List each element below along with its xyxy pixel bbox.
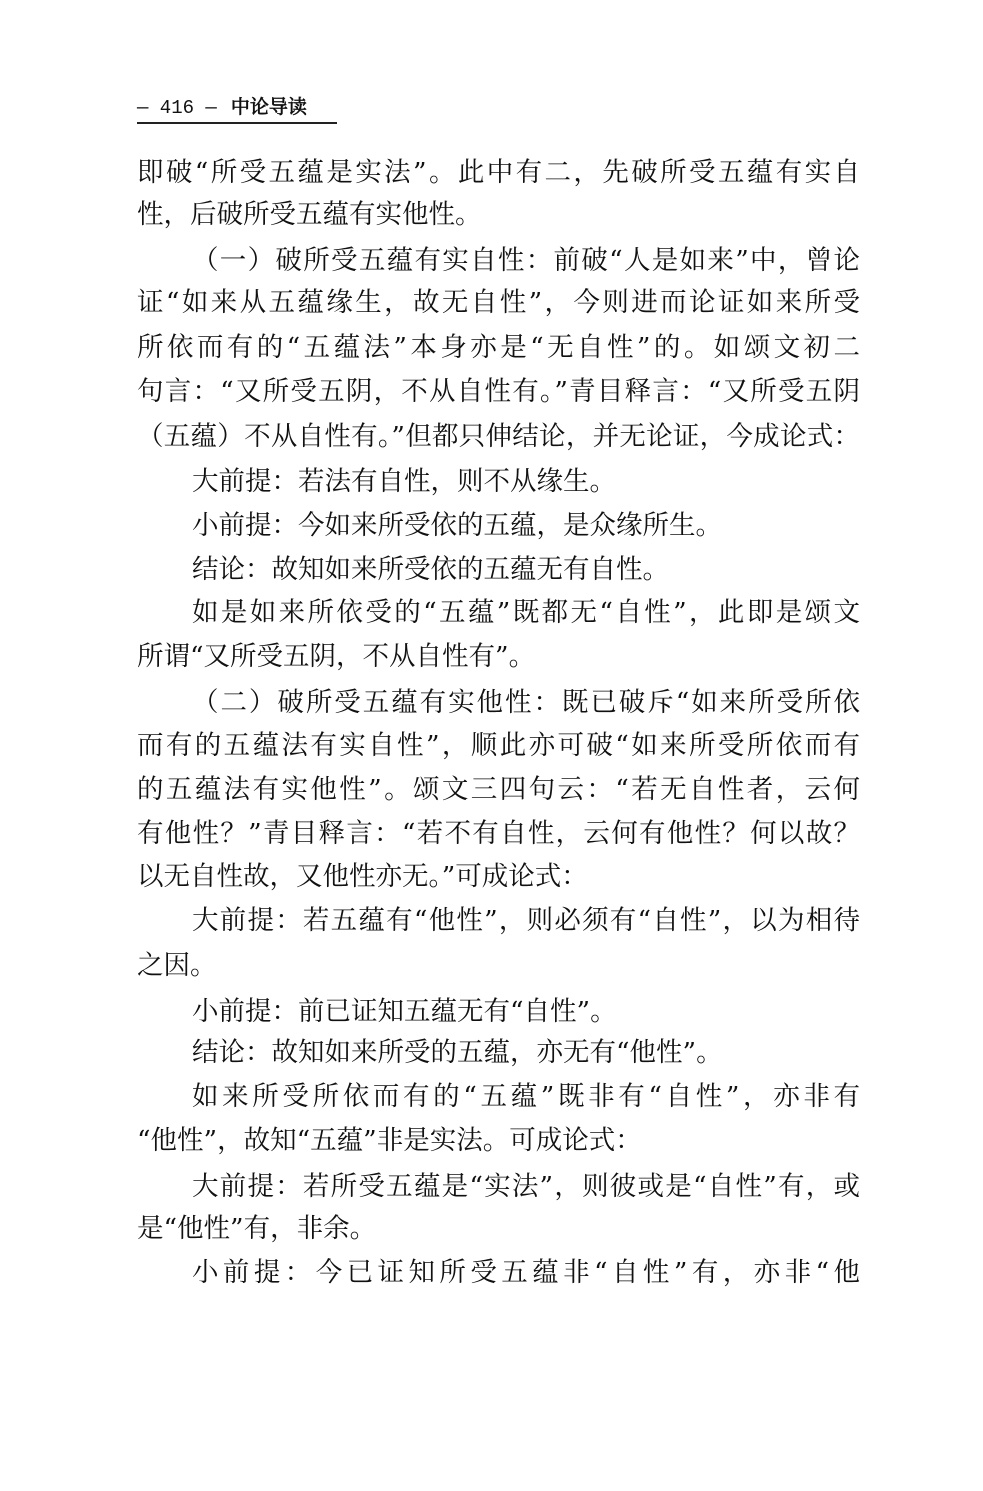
text-line: 所依而有的“五蕴法”本身亦是“无自性”的。如颂文初二	[137, 332, 860, 363]
text-line: 即破“所受五蕴是实法”。此中有二，先破所受五蕴有实自	[137, 157, 860, 188]
text-line: 是“他性”有，非余。	[137, 1213, 377, 1244]
text-line: 证“如来从五蕴缘生，故无自性”，今则进而论证如来所受	[137, 287, 860, 318]
text-line: 性，后破所受五蕴有实他性。	[137, 199, 482, 230]
text-line: 的五蕴法有实他性”。颂文三四句云：“若无自性者，云何	[137, 774, 860, 805]
book-title: 中论导读	[230, 96, 307, 118]
running-header	[137, 94, 337, 124]
text-line: 结论：故知如来所受依的五蕴无有自性。	[192, 554, 669, 585]
text-line: 之因。	[137, 950, 217, 981]
page-number: — 416 —	[137, 97, 217, 119]
text-line: “他性”，故知“五蕴”非是实法。可成论式：	[137, 1125, 642, 1156]
text-line: 大前提：若法有自性，则不从缘生。	[192, 466, 616, 497]
text-line: 小前提：今已证知所受五蕴非“自性”有，亦非“他	[192, 1257, 860, 1288]
text-line: 所谓“又所受五阴，不从自性有”。	[137, 641, 536, 672]
text-line: 大前提：若五蕴有“他性”，则必须有“自性”，以为相待	[192, 905, 860, 936]
text-line: 而有的五蕴法有实自性”，顺此亦可破“如来所受所依而有	[137, 730, 860, 761]
text-line: 小前提：前已证知五蕴无有“自性”。	[192, 996, 617, 1027]
text-line: 大前提：若所受五蕴是“实法”，则彼或是“自性”有，或	[192, 1171, 860, 1202]
text-line: 以无自性故，又他性亦无。”可成论式：	[137, 861, 588, 892]
text-line: 句言：“又所受五阴，不从自性有。”青目释言：“又所受五阴	[137, 376, 860, 407]
text-line: （二）破所受五蕴有实他性：既已破斥“如来所受所依	[192, 687, 860, 718]
text-line: （五蕴）不从自性有。”但都只伸结论，并无论证，今成论式：	[137, 421, 860, 452]
text-line: 如是如来所依受的“五蕴”既都无“自性”，此即是颂文	[192, 597, 860, 628]
text-line: 有他性？”青目释言：“若不有自性，云何有他性？何以故？	[137, 818, 860, 849]
text-line: 如来所受所依而有的“五蕴”既非有“自性”，亦非有	[192, 1081, 860, 1112]
text-line: （一）破所受五蕴有实自性：前破“人是如来”中，曾论	[192, 245, 860, 276]
text-line: 结论：故知如来所受的五蕴，亦无有“他性”。	[192, 1037, 723, 1068]
text-line: 小前提：今如来所受依的五蕴，是众缘所生。	[192, 510, 722, 541]
